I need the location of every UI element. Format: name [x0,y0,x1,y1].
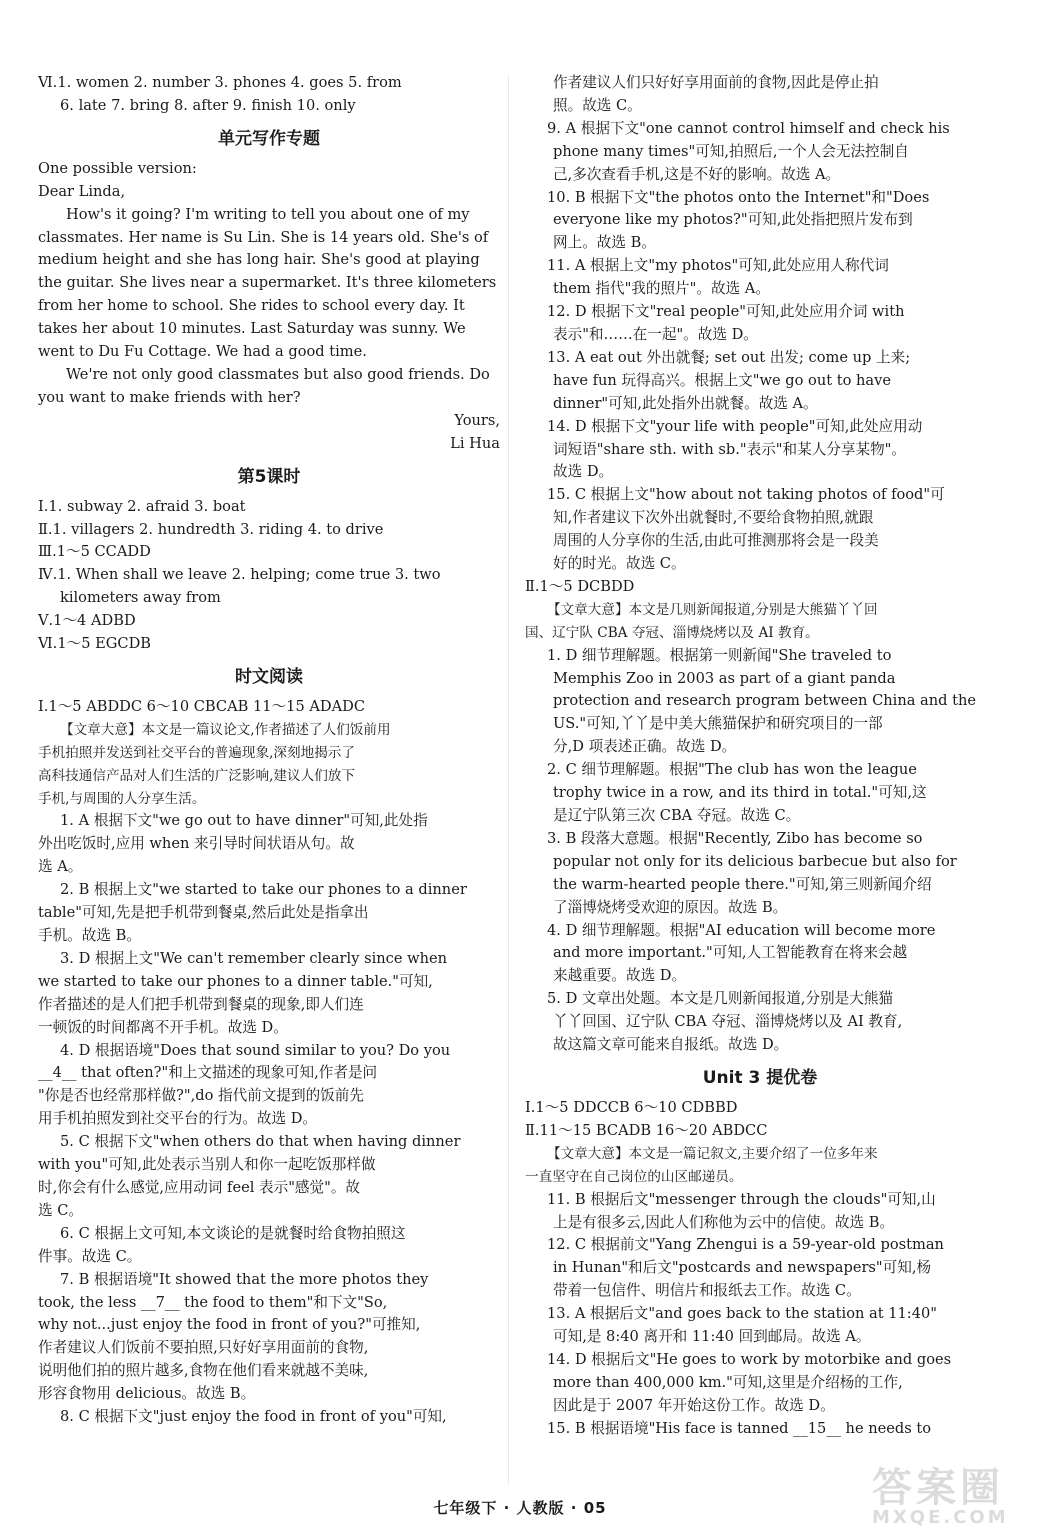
text-line: 说明他们拍的照片越多,食物在他们看来就越不美味, [38,1362,369,1380]
text-line: have fun 玩得高兴。根据上文"we go out to have [553,371,892,389]
text-line: 【文章大意】本文是一篇议论文,作者描述了人们饭前用 [60,721,391,738]
text-line: 14. D 根据下文"your life with people"可知,此处应用动 [547,417,923,435]
text-line: the guitar. She lives near a supermarket. It's three kilometers [38,274,497,292]
text-line: you want to make friends with her? [38,388,301,406]
text-line: 形容食物用 delicious。故选 B。 [38,1385,256,1403]
text-line: 时,你会有什么感觉,应用动词 feel 表示"感觉"。故 [38,1178,361,1196]
text-line: popular not only for its delicious barbecue but also for [553,852,957,870]
text-line: 作者描述的是人们把手机带到餐桌的现象,即人们连 [38,995,364,1013]
column-divider [508,75,509,1485]
text-line: 11. A 根据上文"my photos"可知,此处应用人称代词 [547,257,889,275]
text-line: we started to take our phones to a dinner table."可知, [38,972,433,990]
text-line: everyone like my photos?"可知,此处指把照片发布到 [553,211,913,229]
text-line: Yours, [454,411,500,429]
text-line: Memphis Zoo in 2003 as part of a giant panda [553,669,896,687]
right-column [525,72,995,1441]
text-line: 【文章大意】本文是一篇记叙文,主要介绍了一位多年来 [547,1145,878,1162]
text-line: 1. A 根据下文"we go out to have dinner"可知,此处指 [60,812,428,830]
text-line: 外出吃饭时,应用 when 来引导时间状语从句。故 [38,835,355,853]
text-line: Ⅳ.1. When shall we leave 2. helping; come true 3. two [38,566,441,584]
text-line: trophy twice in a row, and its third in total."可知,这 [553,784,927,802]
text-line: 来越重要。故选 D。 [553,967,687,985]
text-line: 照。故选 C。 [553,96,642,114]
text-line: 手机,与周围的人分享生活。 [38,790,206,807]
text-line: Dear Linda, [38,182,126,200]
text-line: in Hunan"和后文"postcards and newspapers"可知,杨 [553,1259,932,1277]
text-line: 可知,是 8:40 离开和 11:40 回到邮局。故选 A。 [553,1328,871,1346]
text-line: 上是有很多云,因此人们称他为云中的信使。故选 B。 [553,1213,895,1231]
text-line: 作者建议人们只好好享用面前的食物,因此是停止拍 [553,74,879,91]
text-line: table"可知,先是把手机带到餐桌,然后此处是指拿出 [38,904,369,922]
text-line: 10. B 根据下文"the photos onto the Internet"和"Does [547,188,930,206]
text-line: classmates. Her name is Su Lin. She is 14 years old. She's of [38,228,489,246]
text-line: Ⅰ.1～5 DDCCB 6～10 CDBBD [525,1098,738,1116]
text-line: 4. D 根据语境"Does that sound similar to you? Do you [60,1041,451,1059]
text-line: 分,D 项表述正确。故选 D。 [553,738,737,756]
watermark-bottom: MXQE.COM [872,1507,1009,1528]
text-line: 【文章大意】本文是几则新闻报道,分别是大熊猫丫丫回 [547,601,878,618]
text-line: 一直坚守在自己岗位的山区邮递员。 [525,1168,743,1185]
text-line: 己,多次查看手机,这是不好的影响。故选 A。 [553,165,841,183]
text-line: 6. C 根据上文可知,本文谈论的是就餐时给食物拍照这 [60,1224,406,1242]
text-line: 用手机拍照发到社交平台的行为。故选 D。 [38,1110,318,1128]
text-line: 4. D 细节理解题。根据"AI education will become more [547,921,936,939]
text-line: __4__ that often?"和上文描述的现象可知,作者是问 [38,1064,378,1082]
text-line: Ⅱ.1. villagers 2. hundredth 3. riding 4. to drive [38,520,384,538]
text-line: Li Hua [450,434,500,452]
text-line: went to Du Fu Cottage. We had a good time. [38,343,367,361]
text-line: 12. D 根据下文"real people"可知,此处应用介词 with [547,303,905,321]
text-line: One possible version: [38,159,197,177]
text-line: 2. B 根据上文"we started to take our phones to a dinner [60,881,467,899]
text-line: 1. D 细节理解题。根据第一则新闻"She traveled to [547,646,892,664]
text-line: more than 400,000 km."可知,这里是介绍杨的工作, [553,1373,903,1391]
section-heading: 时文阅读 [235,666,303,687]
text-line: How's it going? I'm writing to tell you about one of my [66,205,470,223]
text-line: Ⅵ.1～5 EGCDB [38,635,152,653]
text-line: Ⅴ.1～4 ADBD [38,612,136,630]
text-line: kilometers away from [60,589,221,607]
text-line: dinner"可知,此处指外出就餐。故选 A。 [553,394,818,412]
text-line: 好的时光。故选 C。 [553,555,686,573]
text-line: from her home to school. She rides to school every day. It [38,297,465,315]
text-line: Ⅰ.1. subway 2. afraid 3. boat [38,497,246,515]
text-line: 3. B 段落大意题。根据"Recently, Zibo has become so [547,829,923,847]
text-line: Ⅵ.1. women 2. number 3. phones 4. goes 5. from [38,74,402,91]
text-line: phone many times"可知,拍照后,一个人会无法控制自 [553,142,909,160]
text-line: 5. C 根据下文"when others do that when having dinner [60,1133,461,1151]
text-line: 件事。故选 C。 [38,1247,142,1265]
left-column [38,72,500,1429]
text-line: 5. D 文章出处题。本文是几则新闻报道,分别是大熊猫 [547,990,894,1008]
text-line: Ⅰ.1～5 ABDDC 6～10 CBCAB 11～15 ADADC [38,697,366,715]
text-line: 知,作者建议下次外出就餐时,不要给食物拍照,就跟 [553,509,874,527]
text-line: 故这篇文章可能来自报纸。故选 D。 [553,1036,789,1054]
text-line: 一顿饭的时间都离不开手机。故选 D。 [38,1018,288,1036]
text-line: 15. C 根据上文"how about not taking photos of food"可 [547,486,945,504]
text-line: with you"可知,此处表示当别人和你一起吃饭那样做 [38,1156,376,1174]
watermark-top: 答案圈 [872,1465,1004,1511]
text-line: took, the less __7__ the food to them"和下文"So, [38,1293,388,1311]
text-line: Ⅱ.1～5 DCBDD [525,577,635,595]
text-line: 3. D 根据上文"We can't remember clearly since when [60,949,448,967]
text-line: 13. A eat out 外出就餐; set out 出发; come up 上来; [547,348,911,366]
text-line: Ⅱ.11～15 BCADB 16～20 ABDCC [525,1121,768,1139]
text-line: 6. late 7. bring 8. after 9. finish 10. only [60,96,356,114]
text-line: why not...just enjoy the food in front of you?"可推知, [38,1316,421,1334]
text-line: the warm-hearted people there."可知,第三则新闻介绍 [553,875,932,893]
text-line: Ⅲ.1～5 CCADD [38,543,151,561]
text-line: 11. B 根据后文"messenger through the clouds"可知,山 [547,1190,936,1208]
text-line: 14. D 根据后文"He goes to work by motorbike and goes [547,1350,952,1368]
text-line: 国、辽宁队 CBA 夺冠、淄博烧烤以及 AI 教育。 [525,624,819,641]
text-line: 网上。故选 B。 [553,234,656,252]
text-line: 7. B 根据语境"It showed that the more photos they [60,1270,429,1288]
text-line: 因此是于 2007 年开始这份工作。故选 D。 [553,1396,835,1414]
text-line: 带着一包信件、明信片和报纸去工作。故选 C。 [553,1282,861,1300]
text-line: them 指代"我的照片"。故选 A。 [553,280,770,298]
text-line: 手机。故选 B。 [38,927,141,944]
text-line: 故选 D。 [553,463,614,481]
text-line: 选 C。 [38,1201,83,1219]
text-line: and more important."可知,人工智能教育在将来会越 [553,944,908,962]
text-line: 周围的人分享你的生活,由此可推测那将会是一段美 [553,532,879,550]
text-line: 8. C 根据下文"just enjoy the food in front of you"可知, [60,1408,447,1426]
text-line: We're not only good classmates but also good friends. Do [66,365,490,383]
text-line: 词短语"share sth. with sb."表示"和某人分享某物"。 [553,440,906,458]
text-line: 12. C 根据前文"Yang Zhengui is a 59-year-old postman [547,1236,944,1254]
text-line: 手机拍照并发送到社交平台的普遍现象,深刻地揭示了 [38,744,355,761]
section-heading: 单元写作专题 [218,128,320,149]
text-line: US."可知,丫丫是中美大熊猫保护和研究项目的一部 [553,715,883,733]
text-line: 9. A 根据下文"one cannot control himself and check his [547,119,950,137]
page-footer: 七年级下 · 人教版 · 05 [433,1499,607,1517]
text-line: 表示"和……在一起"。故选 D。 [553,325,758,343]
watermark-logo [872,1465,1022,1528]
text-line: 作者建议人们饭前不要拍照,只好好享用面前的食物, [38,1339,369,1357]
text-line: "你是否也经常那样做?",do 指代前文提到的饭前先 [38,1087,364,1105]
text-line: medium height and she has long hair. She's good at playing [38,251,480,269]
section-heading: 第5课时 [237,466,301,487]
section-heading: Unit 3 提优卷 [702,1067,818,1088]
text-line: 了淄博烧烤受欢迎的原因。故选 B。 [553,898,788,916]
text-line: takes her about 10 minutes. Last Saturday was sunny. We [38,320,466,338]
text-line: 丫丫回国、辽宁队 CBA 夺冠、淄博烧烤以及 AI 教育, [553,1013,903,1031]
text-line: 13. A 根据后文"and goes back to the station at 11:40" [547,1305,937,1323]
text-line: 15. B 根据语境"His face is tanned __15__ he needs to [547,1419,932,1437]
text-line: 是辽宁队第三次 CBA 夺冠。故选 C。 [553,807,801,824]
text-line: 高科技通信产品对人们生活的广泛影响,建议人们放下 [38,767,355,784]
text-line: protection and research program between China and the [553,692,977,710]
text-line: 2. C 细节理解题。根据"The club has won the league [547,761,917,779]
text-line: 选 A。 [38,858,83,876]
